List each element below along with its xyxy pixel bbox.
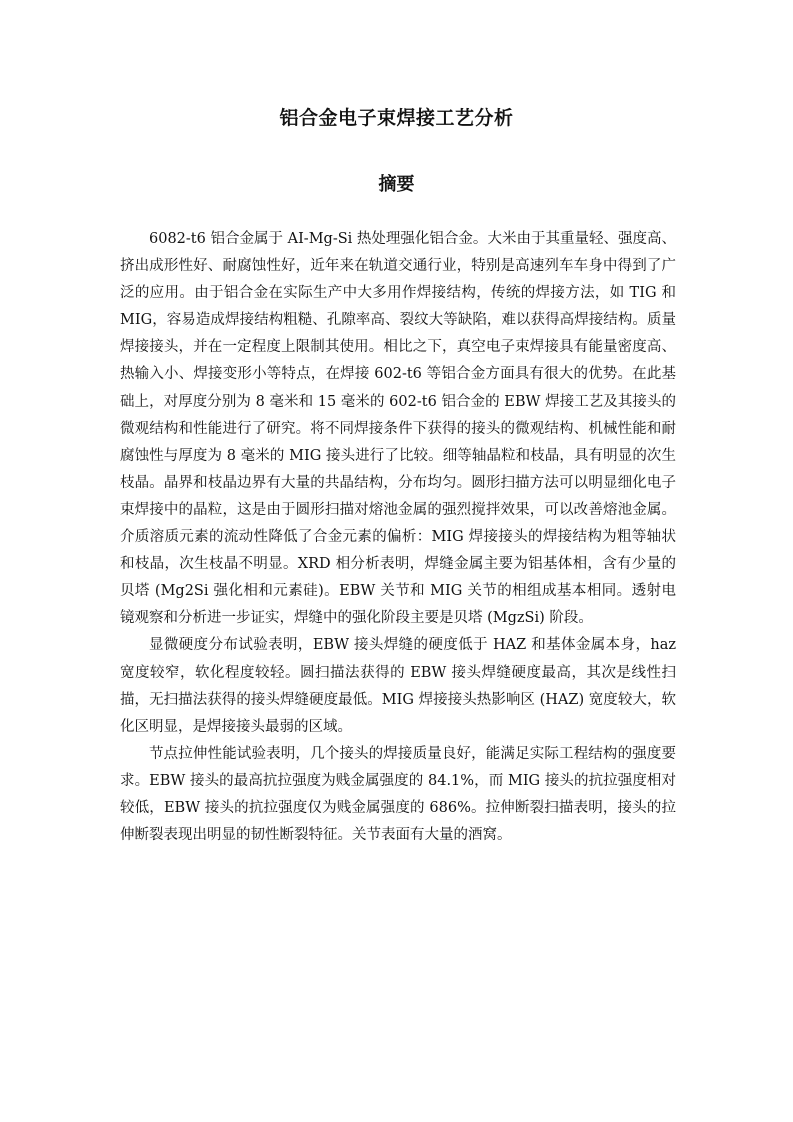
abstract-paragraph-3: 节点拉伸性能试验表明，几个接头的焊接质量良好，能满足实际工程结构的强度要求。EBW 接头的最高抗拉强度为贱金属强度的 84.1%，而 MIG 接头的抗拉强度相对较低，EBW 接头的抗拉强度仅为贱金属强度的 686%。拉伸断裂扫描表明，接头的拉伸断裂表现出明显的韧性断裂特征。关节表面有大量的酒窝。: [120, 745, 676, 844]
abstract-paragraph-2: 显微硬度分布试验表明，EBW 接头焊缝的硬度低于 HAZ 和基体金属本身，haz 宽度较窄，软化程度较轻。圆扫描法获得的 EBW 接头焊缝硬度最高，其次是线性扫描，无扫描法获得的接头焊缝硬度最低。MIG 焊接接头热影响区 (HAZ) 宽度较大，软化区明显，是焊接接头最弱的区域。: [120, 637, 676, 735]
abstract-heading: 摘要: [378, 174, 415, 195]
abstract-body: [120, 226, 676, 849]
document-title: 铝合金电子束焊接工艺分析: [279, 107, 514, 129]
abstract-paragraph-1: 6082-t6 铝合金属于 AI-Mg-Si 热处理强化铝合金。大米由于其重量轻、强度高、挤出成形性好、耐腐蚀性好，近年来在轨道交通行业，特别是高速列车车身中得到了广泛的应用。由于铝合金在实际生产中大多用作焊接结构，传统的焊接方法，如 TIG 和 MIG，容易造成焊接结构粗糙、孔隙率高、裂纹大等缺陷，难以获得高焊接结构。质量焊接接头，并在一定程度上限制其使用。相比之下，真空电子束焊接具有能量密度高、热输入小、焊接变形小等特点，在焊接 602-t6 等铝合金方面具有很大的优势。在此基础上，对厚度分别为 8 毫米和 15 毫米的 602-t6 铝合金的 EBW 焊接工艺及其接头的微观结构和性能进行了研究。将不同焊接条件下获得的接头的微观结构、机械性能和耐腐蚀性与厚度为 8 毫米的 MIG 接头进行了比较。细等轴晶粒和枝晶，具有明显的次生枝晶。晶界和枝晶边界有大量的共晶结构，分布均匀。圆形扫描方法可以明显细化电子束焊接中的晶粒，这是由于圆形扫描对熔池金属的强烈搅拌效果，可以改善熔池金属。介质溶质元素的流动性降低了合金元素的偏析：MIG 焊接接头的焊接结构为粗等轴状和枝晶，次生枝晶不明显。XRD 相分析表明，焊缝金属主要为铝基体相，含有少量的贝塔 (Mg2Si 强化相和元素硅)。EBW 关节和 MIG 关节的相组成基本相同。透射电镜观察和分析进一步证实，焊缝中的强化阶段主要是贝塔 (MgzSi) 阶段。: [120, 231, 676, 627]
